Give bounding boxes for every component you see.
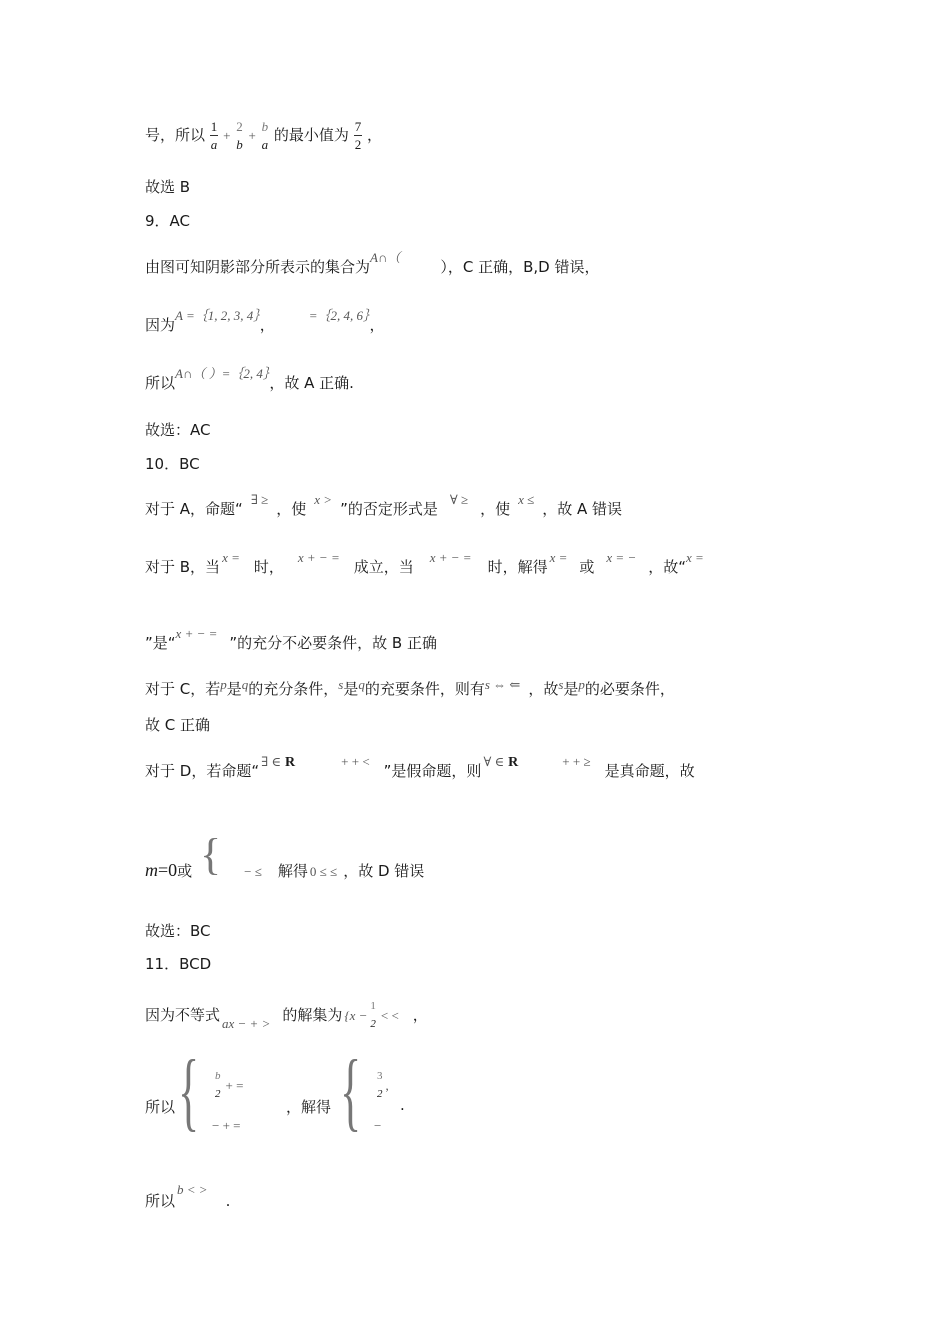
line-6 <box>145 366 354 393</box>
math: ∃ ∈ <box>261 754 282 769</box>
text: ”的充分不必要条件，故 B 正确 <box>229 634 437 652</box>
text: ，使 <box>480 500 511 518</box>
line-19-label: 所以 <box>145 1098 176 1116</box>
math: x = − <box>606 550 637 565</box>
line-7: 故选：AC <box>145 421 211 439</box>
denominator: a <box>261 137 269 152</box>
fraction <box>210 118 219 153</box>
text: ），C 正确，B,D 错误， <box>440 258 600 276</box>
line-19-mid: ，解得 <box>286 1098 332 1116</box>
text: 因为 <box>145 316 176 334</box>
text: ”是假命题，则 <box>383 762 482 780</box>
math: ∀ ∈ <box>483 754 505 769</box>
text: 对于 B，当 <box>145 558 221 576</box>
math: ∀ ≥ <box>449 492 469 507</box>
text: ，故 A 正确. <box>269 374 354 392</box>
fraction <box>369 998 377 1033</box>
denominator: 2 <box>377 1088 383 1100</box>
line-1 <box>145 118 382 153</box>
line-3: 9．AC <box>145 212 191 230</box>
line-14 <box>145 754 695 781</box>
text: 是真命题，故 <box>604 762 695 780</box>
math: + <box>248 128 256 143</box>
denominator: 2 <box>215 1088 221 1100</box>
math: x + − = <box>175 626 218 641</box>
text: ， <box>369 316 385 334</box>
math: ∃ ≥ <box>250 492 269 507</box>
math: q <box>241 677 249 692</box>
numerator: b <box>214 1068 222 1086</box>
system-1-row-2: − + = <box>212 1118 241 1133</box>
text: 号，所以 <box>145 126 206 144</box>
math: b < > <box>177 1182 208 1197</box>
system-2-row-1 <box>376 1068 389 1103</box>
text: ，使 <box>276 500 307 518</box>
left-brace: { <box>340 1043 362 1140</box>
text: 的充要条件，则有 <box>364 680 485 698</box>
math: x = <box>222 550 240 565</box>
fraction <box>354 118 363 153</box>
math: 0 ≤ ≤ <box>309 864 338 879</box>
text: ”是“ <box>145 634 176 652</box>
line-11 <box>145 626 437 653</box>
math: x + − = <box>429 550 472 565</box>
math-real-set: R <box>285 755 296 770</box>
math: =0 <box>158 860 178 880</box>
denominator: 2 <box>370 1018 376 1030</box>
math: A∩（ ）=｛2, 4｝ <box>175 366 270 381</box>
math: + = <box>225 1078 244 1093</box>
math: =｛2, 4, 6｝ <box>308 308 370 323</box>
math: A =｛1, 2, 3, 4｝ <box>175 308 260 323</box>
line-16: 故选：BC <box>145 922 211 940</box>
line-17: 11．BCD <box>145 955 212 973</box>
text: 或 <box>579 558 595 576</box>
line-20 <box>145 1182 231 1211</box>
text: 对于 A，命题“ <box>145 500 243 518</box>
numerator: 3 <box>376 1068 384 1086</box>
text: ， <box>366 126 382 144</box>
fraction <box>235 118 244 153</box>
text: 解得 <box>277 862 308 880</box>
text: ，故 A 错误 <box>542 500 623 518</box>
numerator: 1 <box>369 998 377 1016</box>
text: 的必要条件， <box>584 680 675 698</box>
numerator: 7 <box>354 119 362 134</box>
fraction <box>214 1068 222 1103</box>
text: 时， <box>253 558 284 576</box>
denominator: 2 <box>354 137 362 152</box>
math: + + ≥ <box>562 754 591 769</box>
line-2: 故选 B <box>145 178 191 196</box>
math: x ≤ <box>518 492 535 507</box>
text: 成立，当 <box>353 558 414 576</box>
fraction <box>376 1068 384 1103</box>
fraction <box>261 118 270 153</box>
text: 时，解得 <box>487 558 548 576</box>
math: − ≤ <box>244 864 262 879</box>
text: 所以 <box>145 1192 176 1210</box>
denominator: a <box>210 137 218 152</box>
line-15 <box>145 860 424 881</box>
math: s ⇔ ⇐ <box>484 677 521 692</box>
line-10 <box>145 550 704 577</box>
text: 因为不等式 <box>145 1006 221 1024</box>
math: + + < <box>341 754 370 769</box>
text: 或 <box>177 862 193 880</box>
line-13: 故 C 正确 <box>145 716 211 734</box>
text: 的充分条件， <box>248 680 339 698</box>
system-2-row-2: − <box>374 1118 382 1133</box>
math: + <box>223 128 231 143</box>
math: s <box>558 677 564 692</box>
text: ， <box>259 316 275 334</box>
line-4 <box>145 250 600 277</box>
math: s <box>338 677 344 692</box>
math: p <box>220 677 227 692</box>
numerator: 2 <box>236 119 243 134</box>
math: x = <box>549 550 568 565</box>
math: ax − + > <box>222 1016 271 1031</box>
numerator: 1 <box>210 119 218 134</box>
text: 对于 C，若 <box>145 680 221 698</box>
text: ，故“ <box>648 558 687 576</box>
text: ”的否定形式是 <box>340 500 438 518</box>
math: x = <box>686 550 704 565</box>
text: ，故 D 错误 <box>343 862 425 880</box>
text: 的最小值为 <box>273 126 349 144</box>
left-brace: { <box>178 1043 200 1140</box>
math: x > <box>314 492 333 507</box>
denominator: b <box>236 137 243 152</box>
math: A∩（ <box>370 250 401 265</box>
text: 是 <box>226 680 242 698</box>
math: {x − <box>344 1008 368 1023</box>
text: . <box>225 1192 231 1210</box>
math: m <box>145 860 158 880</box>
system-1-row-1 <box>214 1068 243 1103</box>
line-9 <box>145 492 623 519</box>
math-real-set: R <box>508 755 519 770</box>
math: < < <box>380 1008 399 1023</box>
math: q <box>358 677 365 692</box>
line-18 <box>145 998 428 1033</box>
text: 的解集为 <box>282 1006 343 1024</box>
left-brace: { <box>200 830 222 879</box>
text: 所以 <box>145 374 176 392</box>
text: 是 <box>343 680 359 698</box>
line-8: 10．BC <box>145 455 200 473</box>
math: p <box>578 677 585 692</box>
line-12 <box>145 678 675 699</box>
line-5 <box>145 308 385 335</box>
math: x + − = <box>297 550 340 565</box>
text: 对于 D，若命题“ <box>145 762 260 780</box>
text: 由图可知阴影部分所表示的集合为 <box>145 258 371 276</box>
text: ， <box>412 1006 428 1024</box>
text: 是 <box>563 680 579 698</box>
numerator: b <box>261 119 269 134</box>
line-19-end: . <box>400 1096 405 1114</box>
text: ，故 <box>528 680 559 698</box>
math: , <box>385 1078 389 1093</box>
